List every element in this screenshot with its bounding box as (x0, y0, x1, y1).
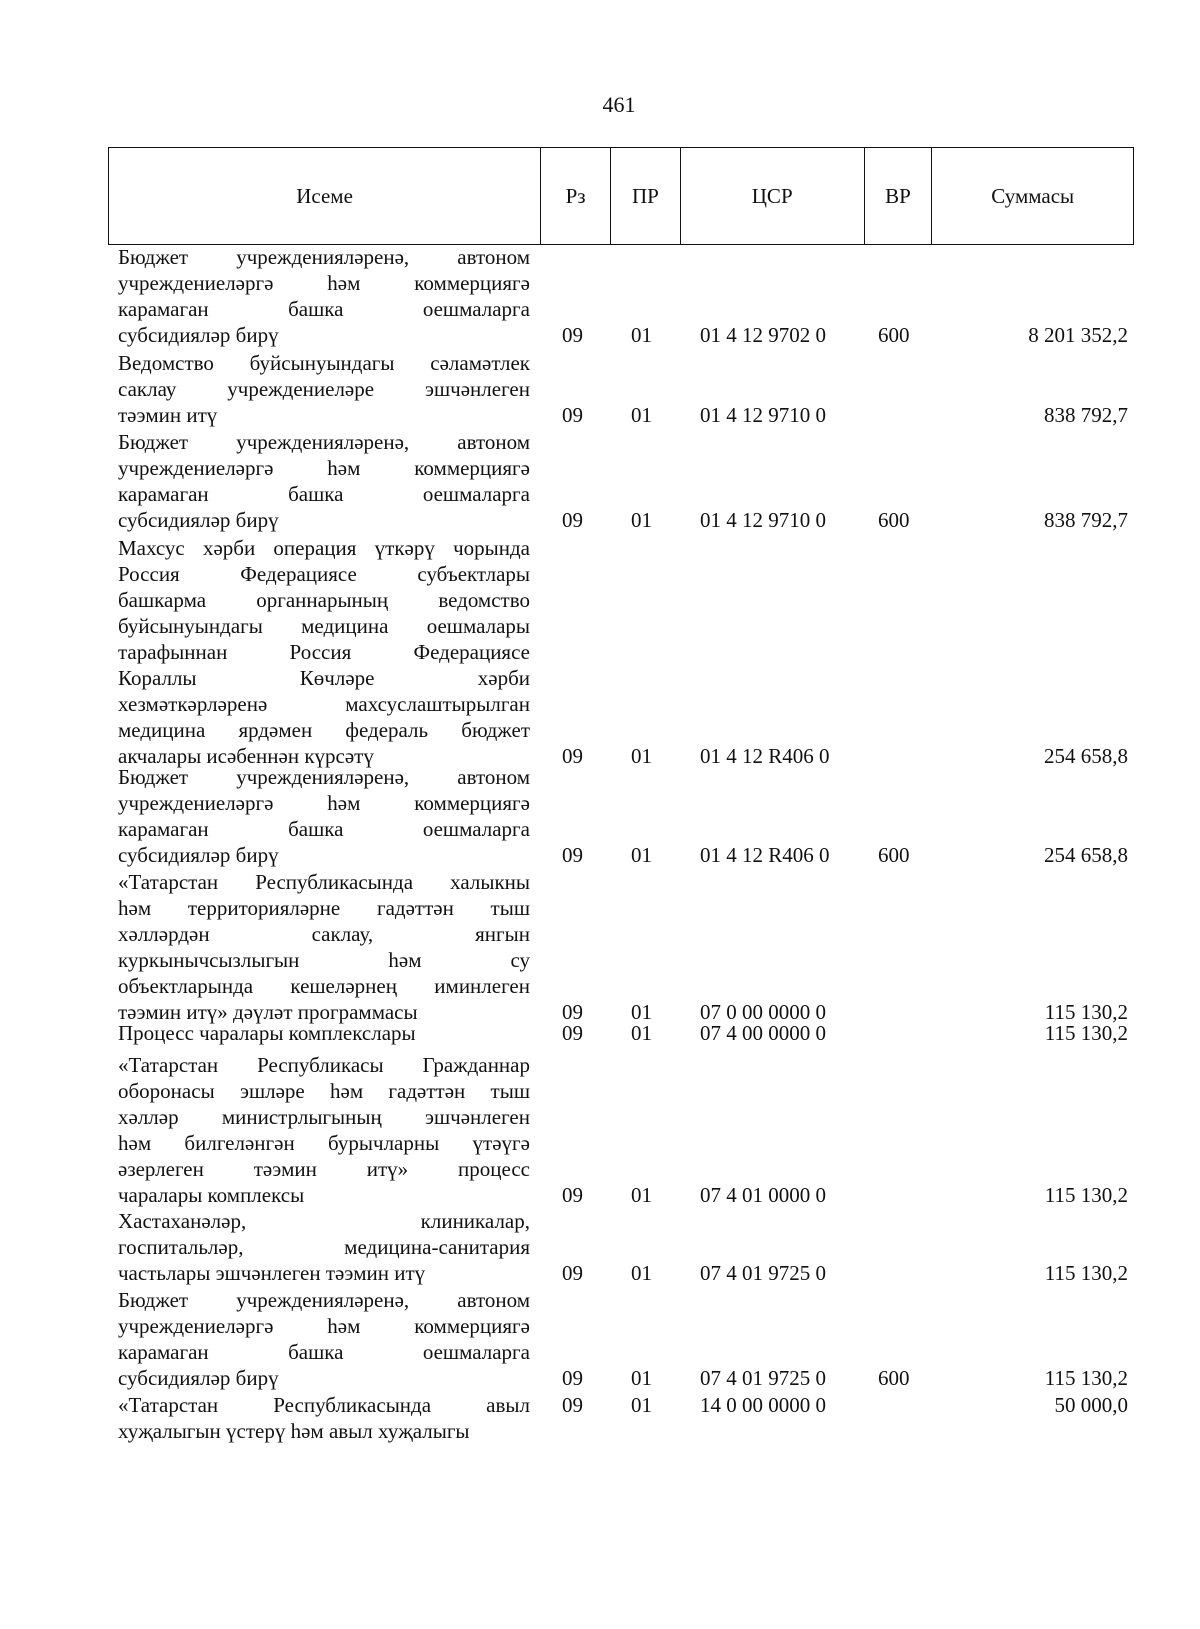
header-vr: ВР (865, 148, 933, 244)
row-rz: 09 (562, 1000, 583, 1024)
row-name (118, 244, 530, 348)
row-csr: 07 4 00 0000 0 (700, 1021, 826, 1045)
row-name-line: әзерлеген тәэмин итү» процесс (118, 1157, 530, 1181)
row-csr: 01 4 12 R406 0 (700, 744, 830, 768)
header-sum: Суммасы (991, 183, 1075, 208)
row-rz: 09 (562, 508, 583, 532)
row-name (118, 350, 530, 428)
row-pr: 01 (631, 1021, 652, 1045)
row-vr: 600 (878, 843, 910, 867)
row-name-line: акчалары исәбеннән күрсәтү (118, 744, 374, 768)
row-name-line: «Татарстан Республикасында авыл (118, 1393, 530, 1417)
row-sum: 115 130,2 (1044, 1000, 1128, 1024)
row-name (118, 1020, 530, 1046)
row-pr: 01 (631, 1366, 652, 1390)
row-name-line: медицина ярдәмен федераль бюджет (118, 718, 530, 742)
row-sum: 254 658,8 (1044, 744, 1128, 768)
row-rz: 09 (562, 1261, 583, 1285)
row-sum: 115 130,2 (1044, 1366, 1128, 1390)
row-name-line: тарафыннан Россия Федерациясе (118, 640, 530, 664)
row-name-line: учреждениеләргә һәм коммерциягә (118, 1314, 530, 1338)
row-name-line: хәлләр министрлыгының эшчәнлеген (118, 1105, 530, 1129)
row-name-line: «Татарстан Республикасы Гражданнар (118, 1053, 530, 1077)
row-csr: 07 4 01 9725 0 (700, 1366, 826, 1390)
row-name-line: куркынычсызлыгын һәм су (118, 948, 530, 972)
row-pr: 01 (631, 843, 652, 867)
row-csr: 01 4 12 9710 0 (700, 403, 826, 427)
row-rz: 09 (562, 1183, 583, 1207)
header-name: Исеме (109, 148, 541, 244)
row-csr: 07 4 01 0000 0 (700, 1183, 826, 1207)
row-name-line: чаралары комплексы (118, 1183, 305, 1207)
row-name-line: Бюджет учрежденияләренә, автоном (118, 245, 530, 269)
row-name-line: Бюджет учрежденияләренә, автоном (118, 765, 530, 789)
row-name (118, 764, 530, 868)
row-csr: 07 4 01 9725 0 (700, 1261, 826, 1285)
row-sum: 838 792,7 (1044, 403, 1128, 427)
row-name (118, 1052, 530, 1208)
row-name-line: субсидияләр бирү (118, 1366, 279, 1390)
header-rz: Рз (541, 148, 611, 244)
row-pr: 01 (631, 1000, 652, 1024)
row-vr: 600 (878, 1366, 910, 1390)
row-name-line: учреждениеләргә һәм коммерциягә (118, 791, 530, 815)
row-name-line: субсидияләр бирү (118, 843, 279, 867)
row-vr: 600 (878, 508, 910, 532)
row-name (118, 869, 530, 1025)
row-name-line: хезмәткәрләренә махсуслаштырылган (118, 692, 530, 716)
row-name-line: тәэмин итү» дәүләт программасы (118, 1000, 418, 1024)
row-name (118, 535, 530, 769)
row-name (118, 429, 530, 533)
row-vr: 600 (878, 323, 910, 347)
row-sum: 115 130,2 (1044, 1021, 1128, 1045)
row-name-line: Хастаханәләр, клиникалар, (118, 1209, 530, 1233)
row-sum: 254 658,8 (1044, 843, 1128, 867)
row-rz: 09 (562, 843, 583, 867)
row-csr: 14 0 00 0000 0 (700, 1393, 826, 1417)
row-pr: 01 (631, 1183, 652, 1207)
row-name-line: саклау учреждениеләре эшчәнлеген (118, 377, 530, 401)
row-name (118, 1392, 530, 1444)
row-name-line: карамаган башка оешмаларга (118, 482, 530, 506)
table-header (108, 147, 1134, 245)
row-name-line: Махсус хәрби операция үткәрү чорында (118, 536, 530, 560)
row-name-line: карамаган башка оешмаларга (118, 297, 530, 321)
header-csr: ЦСР (681, 148, 865, 244)
row-sum: 115 130,2 (1044, 1183, 1128, 1207)
row-name-line: тәэмин итү (118, 403, 218, 427)
row-name-line: хәлләрдән саклау, янгын (118, 922, 530, 946)
row-sum: 838 792,7 (1044, 508, 1128, 532)
row-name-line: оборонасы эшләре һәм гадәттән тыш (118, 1079, 530, 1103)
row-name-line: «Татарстан Республикасында халыкны (118, 870, 530, 894)
row-name-line: учреждениеләргә һәм коммерциягә (118, 456, 530, 480)
row-name-line: һәм билгеләнгән бурычларны үтәүгә (118, 1131, 530, 1155)
row-name-line: объектларында кешеләрнең иминлеген (118, 974, 530, 998)
row-pr: 01 (631, 403, 652, 427)
row-name-line: һәм территорияләрне гадәттән тыш (118, 896, 530, 920)
row-name-line: Россия Федерациясе субъектлары (118, 562, 530, 586)
row-rz: 09 (562, 403, 583, 427)
row-rz: 09 (562, 1393, 583, 1417)
row-name-line: башкарма органнарының ведомство (118, 588, 530, 612)
row-pr: 01 (631, 508, 652, 532)
row-name-line: буйсынуындагы медицина оешмалары (118, 614, 530, 638)
row-pr: 01 (631, 744, 652, 768)
row-name-line: Кораллы Көчләре хәрби (118, 666, 530, 690)
row-name-line: хуҗалыгын үстерү һәм авыл хуҗалыгы (118, 1419, 470, 1443)
row-rz: 09 (562, 744, 583, 768)
row-sum: 8 201 352,2 (1028, 323, 1128, 347)
row-pr: 01 (631, 1261, 652, 1285)
row-name-line: Бюджет учрежденияләренә, автоном (118, 1288, 530, 1312)
row-pr: 01 (631, 323, 652, 347)
row-name-line: субсидияләр бирү (118, 508, 279, 532)
row-name-line: карамаган башка оешмаларга (118, 1340, 530, 1364)
row-csr: 01 4 12 R406 0 (700, 843, 830, 867)
row-pr: 01 (631, 1393, 652, 1417)
row-sum: 50 000,0 (1054, 1393, 1128, 1417)
row-csr: 07 0 00 0000 0 (700, 1000, 826, 1024)
row-csr: 01 4 12 9702 0 (700, 323, 826, 347)
row-rz: 09 (562, 1366, 583, 1390)
row-name-line: Ведомство буйсынуындагы сәламәтлек (118, 351, 530, 375)
row-name-line: субсидияләр бирү (118, 323, 279, 347)
row-rz: 09 (562, 1021, 583, 1045)
row-name (118, 1287, 530, 1391)
row-csr: 01 4 12 9710 0 (700, 508, 826, 532)
row-sum: 115 130,2 (1044, 1261, 1128, 1285)
page-number: 461 (602, 92, 636, 117)
header-pr: ПР (611, 148, 681, 244)
row-name-line: частьлары эшчәнлеген тәэмин итү (118, 1261, 426, 1285)
row-name-line: Процесс чаралары комплекслары (118, 1021, 416, 1045)
row-name (118, 1208, 530, 1286)
row-name-line: учреждениеләргә һәм коммерциягә (118, 271, 530, 295)
row-name-line: карамаган башка оешмаларга (118, 817, 530, 841)
row-name-line: госпитальләр, медицина-санитария (118, 1235, 530, 1259)
row-rz: 09 (562, 323, 583, 347)
row-name-line: Бюджет учрежденияләренә, автоном (118, 430, 530, 454)
